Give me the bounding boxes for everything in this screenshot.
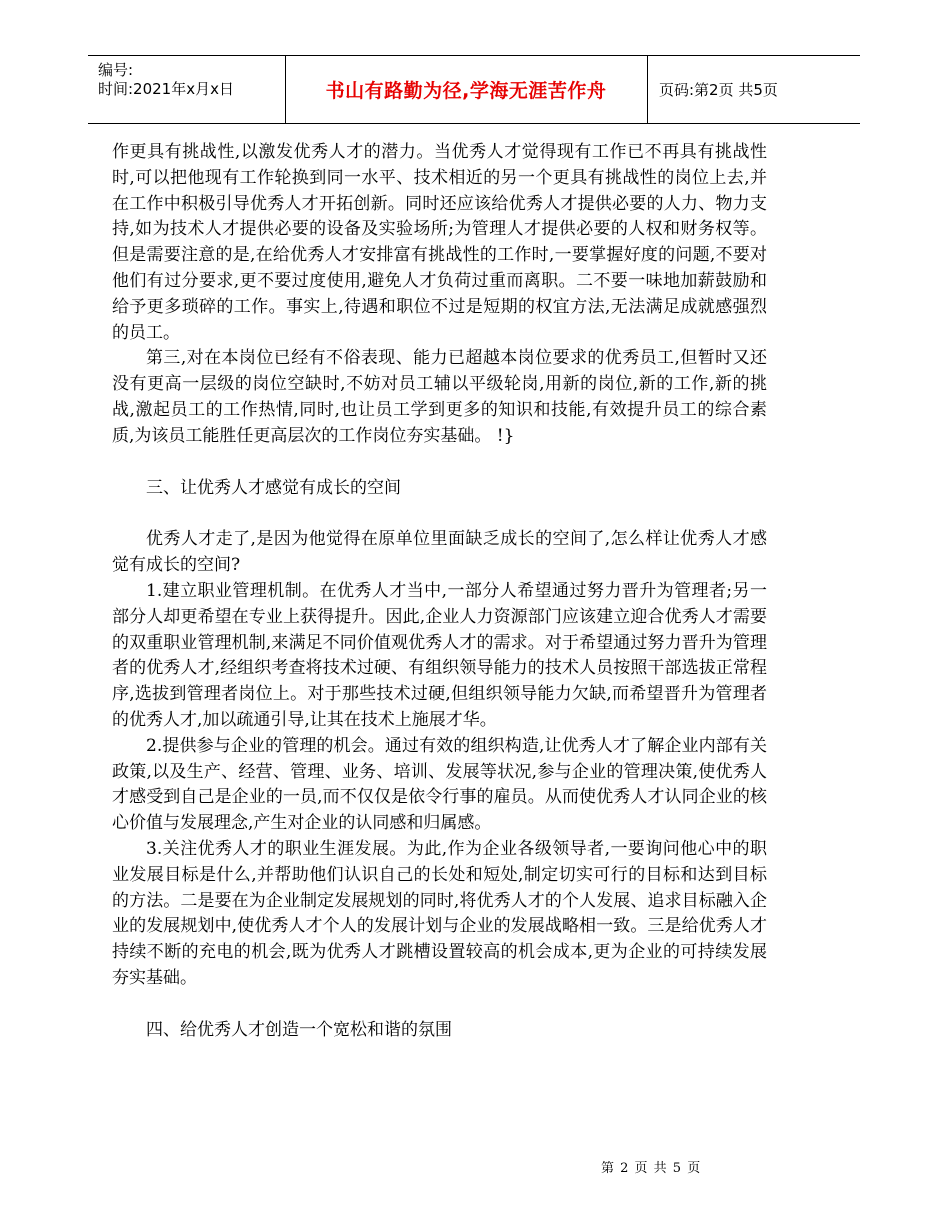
time-label: 时间:2021年x月x日	[98, 80, 234, 98]
header-divider-right	[647, 56, 648, 123]
paragraph: 优秀人才走了,是因为他觉得在原单位里面缺乏成长的空间了,怎么样让优秀人才感觉有成长的空间?	[112, 529, 767, 576]
header-meta	[98, 61, 283, 99]
paragraph: 3.关注优秀人才的职业生涯发展。为此,作为企业各级领导者,一要询问他心中的职业发展目标是什么,并帮助他们认识自己的长处和短处,制定切实可行的目标和达到目标的方法。二是要在为企业制定发展规划的同时,将优秀人才的个人发展、追求目标融入企业的发展规划中,使优秀人才个人的发展计划与企业的发展战略相一致。三是给优秀人才持续不断的充电的机会,既为优秀人才跳槽设置较高的机会成本,更为企业的可持续发展夯实基础。	[112, 838, 767, 988]
paragraph: 四、给优秀人才创造一个宽松和谐的氛围	[146, 1019, 452, 1040]
page-footer: 第 2 页 共 5 页	[601, 1161, 702, 1176]
header-page-info: 页码:第2页 共5页	[659, 81, 778, 99]
paragraph-gap	[112, 501, 767, 527]
paragraph: 第三,对在本岗位已经有不俗表现、能力已超越本岗位要求的优秀员工,但暂时又还没有更高一层级的岗位空缺时,不妨对员工辅以平级轮岗,用新的岗位,新的工作,新的挑战,激起员工的工作热情,同时,也让员工学到更多的知识和技能,有效提升员工的综合素质,为该员工能胜任更高层次的工作岗位夯实基础。 !}	[112, 348, 767, 446]
document-header	[88, 55, 860, 124]
paragraph: 三、让优秀人才感觉有成长的空间	[146, 477, 401, 498]
paragraph: 作更具有挑战性,以激发优秀人才的潜力。当优秀人才觉得现有工作已不再具有挑战性时,可以把他现有工作轮换到同一水平、技术相近的另一个更具有挑战性的岗位上去,并在工作中积极引导优秀人才开拓创新。同时还应该给优秀人才提供必要的人力、物力支持,如为技术人才提供必要的设备及实验场所;为管理人才提供必要的人权和财务权等。但是需要注意的是,在给优秀人才安排富有挑战性的工作时,一要掌握好度的问题,不要对他们有过分要求,更不要过度使用,避免人才负荷过重而离职。二不要一味地加薪鼓励和给予更多琐碎的工作。事实上,待遇和职位不过是短期的权宜方法,无法满足成就感强烈的员工。	[112, 142, 767, 343]
document-body	[112, 140, 767, 1044]
number-label: 编号:	[98, 61, 134, 79]
paragraph: 2.提供参与企业的管理的机会。通过有效的组织构造,让优秀人才了解企业内部有关政策,以及生产、经营、管理、业务、培训、发展等状况,参与企业的管理决策,使优秀人才感受到自己是企业的一员,而不仅仅是依令行事的雇员。从而使优秀人才认同企业的核心价值与发展理念,产生对企业的认同感和归属感。	[112, 735, 767, 834]
paragraph-gap	[112, 450, 767, 476]
header-motto: 书山有路勤为径,学海无涯苦作舟	[325, 80, 607, 102]
paragraph-gap	[112, 992, 767, 1018]
paragraph: 1.建立职业管理机制。在优秀人才当中,一部分人希望通过努力晋升为管理者;另一部分人却更希望在专业上获得提升。因此,企业人力资源部门应该建立迎合优秀人才需要的双重职业管理机制,来满足不同价值观优秀人才的需求。对于希望通过努力晋升为管理者的优秀人才,经组织考查将技术过硬、有组织领导能力的技术人员按照干部选拔正常程序,选拔到管理者岗位上。对于那些技术过硬,但组织领导能力欠缺,而希望晋升为管理者的优秀人才,加以疏通引导,让其在技术上施展才华。	[112, 580, 767, 730]
